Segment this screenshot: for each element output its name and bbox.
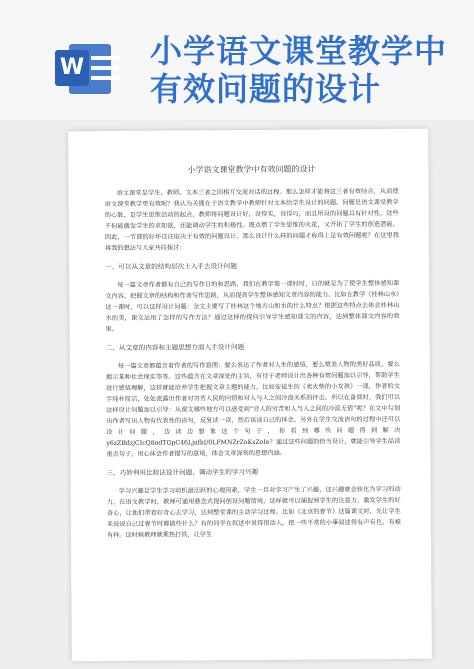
section-paragraph: 每一篇文章作者都有自己的写作目的和思路，我们在教学第一课时时，目的就是为了使学生整体感知课文内容，把握文章的结构和作者写作思路，从而提高学生整体感知文章内容的能力。比如在教学《桂林山水》这一课时，可以这样设计问题：全文主要写了桂林这个地方山和水的什么特点？根据这些特点去体会桂林山水的美，课文运用了怎样的写作方法？通过这样的提问引导学生感知课文的内容，达到整体课文内容的效果。 (105, 279, 400, 334)
word-icon-line (91, 56, 119, 60)
section-heading: 一、可以从文章的结构层次上入手去设计问题 (105, 262, 238, 272)
section-heading: 二、从文章的内容和主题思想方面入手设计问题 (105, 343, 245, 353)
word-document-icon (55, 40, 115, 98)
word-icon-badge: W (55, 50, 89, 86)
document-body (104, 163, 401, 549)
word-icon-line (91, 66, 119, 70)
word-icon-line (91, 76, 119, 80)
header-banner (0, 0, 474, 120)
section-paragraph: 学习兴趣是学生学习动机最活跃的心理因素，学生一旦对学习产生了兴趣，这兴趣就会转化为学习的动力，在语文教学时，教师可通用悬念式提问创设问题情境，这样就可以捕捉到学生的注意力，激发学生的好奇心，让他们带着好奇心去学习，达到整堂课的主动学习过程。比如《北京的春节》这篇课文时，先让学生来说说自己过春节时都做些什么？有的同学在叙述中说得很动人，把一些平常的小事叙述得有声有色，有模有样。这时候教师就乘热打铁，让学生 (106, 485, 401, 540)
section-heading: 三、巧妙利用比较法设计问题，调动学生的学习兴趣 (106, 467, 259, 478)
intro-paragraph: 语文课堂是学生、教师、文本三者之间相互交流对话的过程。那么怎样才能将这三者有效结合，从而使语文课堂教学更有效呢？我认为关键在于语文教学中教师针对文本给学生设计的问题。问题是语文课堂教学的心脏，是学生思维活动的起点，教师将问题设计好，设得实，设得巧，而且所设的问题具有针对性，这些不但能激发学生的求知欲，还能调动学生的积极性。既点燃了学生思维的火花，又开拓了学生的创造潜能。因此，一节课的好坏往往取决于有效的问题设计。那么设计什么样的问题才称得上是有效问题呢？在这里我将我的想法与大家共同探讨： (104, 187, 399, 253)
page-headline: 小学语文课堂教学中有效问题的设计 (150, 32, 448, 108)
section-paragraph: 每一篇文章都蕴含着作者的写作意图：要么表达了作者对人生的感悟，要么赞美人物的美好品质，要么揭示某种社会现实等等。这些蕴含在文章深处的主旨，有待于老师设计出各种有效问题加以引导，帮助学生进行感悟理解，这样就能培养学生把握文章主题的能力，比如安徒生的《卖火柴的小女孩》一课，作者的文字纯朴简洁，处处流露出作者对穷苦人民的同情和对人与人之间冷漠关系的抨击。所以在备课时，我们可以这样设计问题加以引导：从课文哪些地方可以感受到“穷人的穷苦和人与人之间的冷漠无情”呢？在文中勾划出作者写出人物有代表性的语句，反复读一读，然后谈谈自己的体会。另外在学生交流语句的过程中还可以设计问题，边读边想象这个句子，你看到哪些问题得到解决y6zZBdzjCIcQ8odTGpC46LjafkI/0LFMNZrZoKsZoIe？通过这些问题的恰当设计，就能引导学生品读重点句子，用心体会作者描写的意境，体会文章深刻的思想内涵。 (105, 360, 401, 459)
document-title: 小学语文课堂教学中有效问题的设计 (187, 164, 316, 175)
document-page (68, 129, 432, 662)
